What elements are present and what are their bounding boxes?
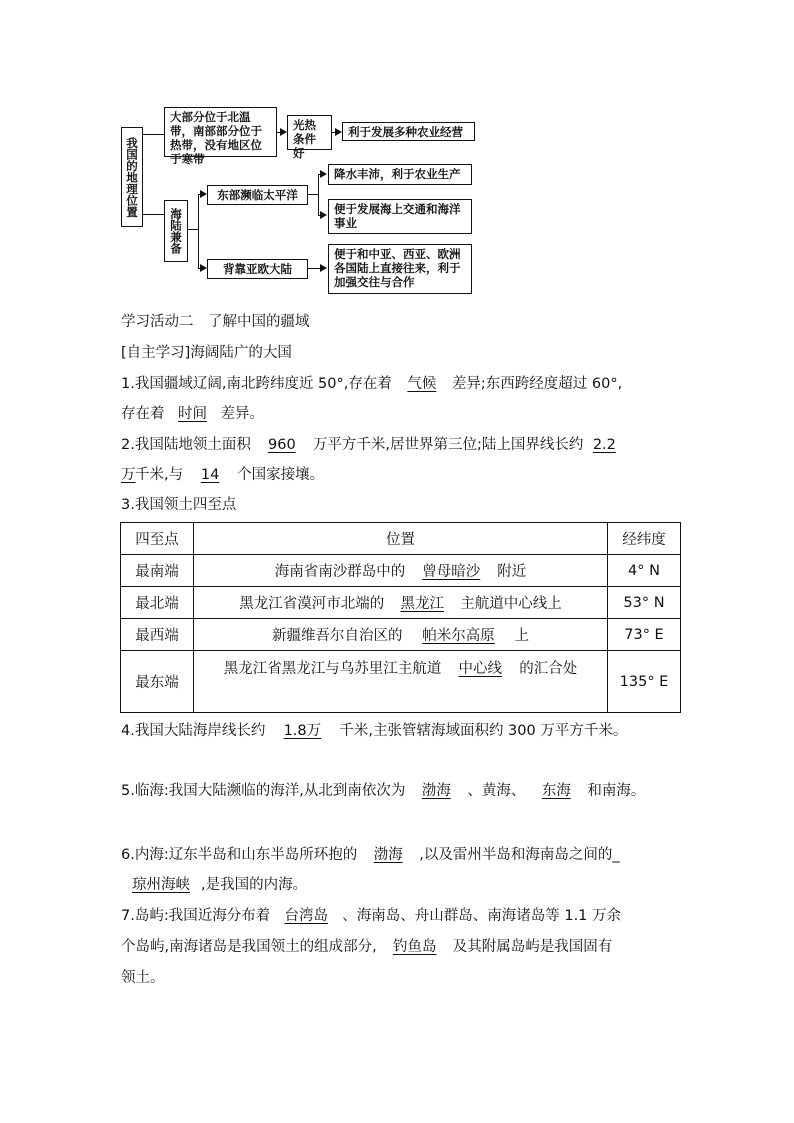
q6-line2: 琼州海峡 ,是我国的内海。 [132,877,308,893]
q1-line2: 存在着 时间 差异。 [121,406,264,422]
q7-line2: 个岛屿,南海诸岛是我国领土的组成部分, 钓鱼岛 及其附属岛屿是我国固有 [121,939,613,955]
table-row: 最西端 新疆维吾尔自治区的 帕米尔高原 上 73° E [121,619,681,651]
back-box: 背靠亚欧大陆 [207,259,308,279]
agri-box: 利于发展多种农业经营 [342,122,475,141]
q1-line1: 1.我国疆域辽阔,南北跨纬度近 50°,存在着 气候 差异;东西跨经度超过 60°, [121,376,623,392]
heading: 学习活动二 了解中国的疆域 [121,314,310,330]
table-row: 最东端 黑龙江省黑龙江与乌苏里江主航道 中心线 的汇合处 135° E [121,651,681,713]
q6-line1: 6.内海:辽东半岛和山东半岛所环抱的 渤海 ,以及雷州半岛和海南岛之间的_ [121,847,620,863]
extreme-points-table [120,522,681,713]
table-row: 最南端 海南省南沙群岛中的 曾母暗沙 附近 4° N [121,555,681,587]
q5: 5.临海:我国大陆濒临的海洋,从北到南依次为 渤海 、黄海、 东海 和南海。 [121,783,646,799]
header-coord: 经纬度 [608,523,681,555]
header-location: 位置 [194,523,608,555]
latitude-box: 大部分位于北温带，南部部分位于热带，没有地区位于寒带 [164,107,277,157]
east-box: 东部濒临太平洋 [207,185,308,205]
q7-line3: 领土。 [121,970,165,986]
q7-line1: 7.岛屿:我国近海分布着 台湾岛 、海南岛、舟山群岛、南海诸岛等 1.1 万余 [121,908,622,924]
table-row: 最北端 黑龙江省漠河市北端的 黑龙江 主航道中心线上 53° N [121,587,681,619]
ocean-box: 便于发展海上交通和海洋事业 [328,199,472,234]
heat-box: 光热条件好 [287,115,332,150]
sea-land-box: 海陆兼备 [164,200,188,262]
rain-box: 降水丰沛，利于农业生产 [328,164,472,185]
q2-line2: 万千米,与 14 个国家接壤。 [121,467,325,483]
eurasia-box: 便于和中亚、西亚、欧洲各国陆上直接往来，利于加强交往与合作 [328,244,472,294]
root-box: 我国的地理位置 [121,127,143,227]
subheading: [自主学习]海阔陆广的大国 [121,345,292,361]
q4: 4.我国大陆海岸线长约 1.8万 千米,主张管辖海域面积约 300 万平方千米。 [121,723,628,739]
q2-line1: 2.我国陆地领土面积 960 万平方千米,居世界第三位;陆上国界线长约 2.2 [121,437,616,453]
header-point: 四至点 [121,523,194,555]
q3-title: 3.我国领土四至点 [121,497,237,513]
